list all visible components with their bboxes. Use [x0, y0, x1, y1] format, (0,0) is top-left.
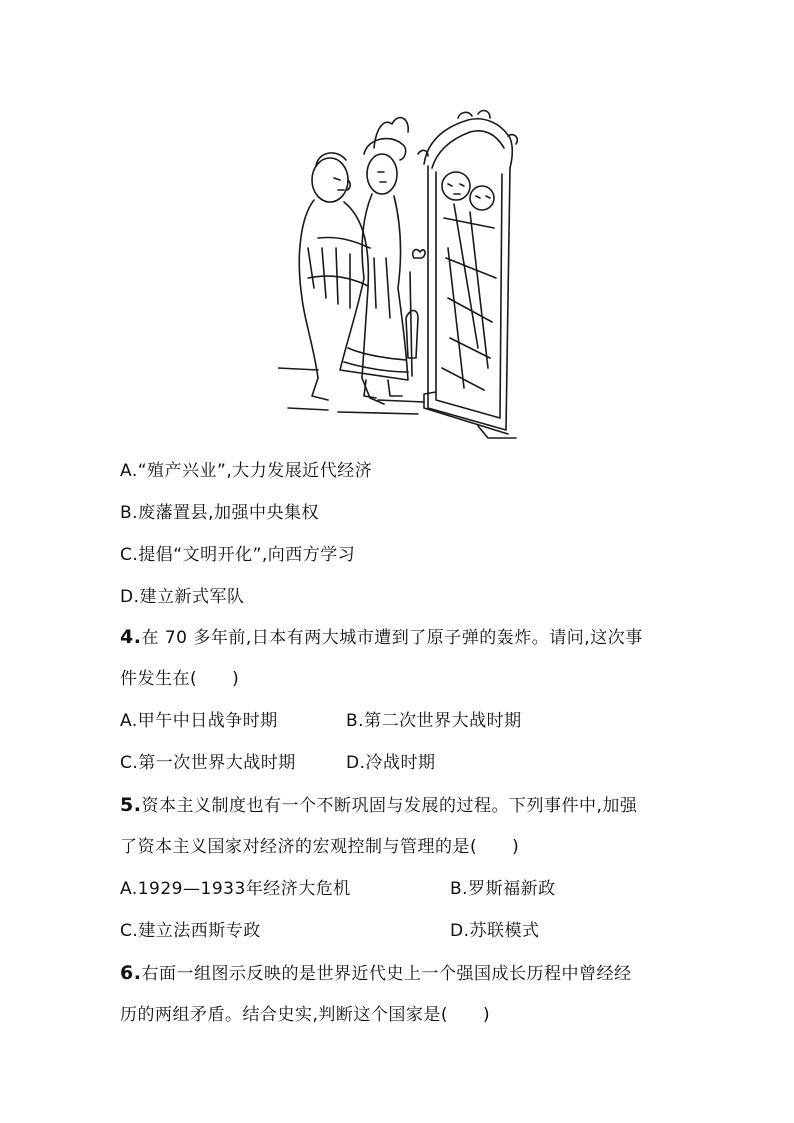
q3-option-c: C.提倡“文明开化”,向西方学习	[120, 545, 356, 565]
q4-option-c: C.第一次世界大战时期	[120, 753, 296, 773]
q4-option-b: B.第二次世界大战时期	[346, 711, 522, 731]
q5-stem-text1: 资本主义制度也有一个不断巩固与发展的过程。下列事件中,加强	[141, 796, 638, 816]
q6-number: 6.	[120, 962, 142, 984]
q4-stem-text1: 在 70 多年前,日本有两大城市遭到了原子弹的轰炸。请问,这次事	[141, 628, 643, 648]
q6-stem-text1: 右面一组图示反映的是世界近代史上一个强国成长历程中曾经经	[141, 964, 632, 984]
q3-option-d: D.建立新式军队	[120, 587, 245, 607]
q5-stem-line2: 了资本主义国家对经济的宏观控制与管理的是( )	[120, 837, 520, 857]
q4-option-d: D.冷战时期	[346, 753, 436, 773]
q3-option-b: B.废藩置县,加强中央集权	[120, 503, 319, 523]
q5-number: 5.	[120, 794, 142, 816]
q6-stem-line2: 历的两组矛盾。结合史实,判断这个国家是( )	[120, 1005, 491, 1025]
q4-option-a: A.甲午中日战争时期	[120, 711, 278, 731]
q5-option-a: A.1929—1933年经济大危机	[120, 879, 351, 899]
cartoon-illustration	[278, 108, 524, 442]
q5-option-c: C.建立法西斯专政	[120, 921, 261, 941]
q5-stem-line1	[120, 794, 637, 817]
q5-option-b: B.罗斯福新政	[450, 879, 556, 899]
q4-stem-line1	[120, 626, 643, 649]
q4-stem-line2: 件发生在( )	[120, 669, 240, 689]
q3-option-a: A.“殖产兴业”,大力发展近代经济	[120, 461, 373, 481]
q5-option-d: D.苏联模式	[450, 921, 540, 941]
q6-stem-line1	[120, 962, 631, 985]
q4-number: 4.	[120, 626, 142, 648]
